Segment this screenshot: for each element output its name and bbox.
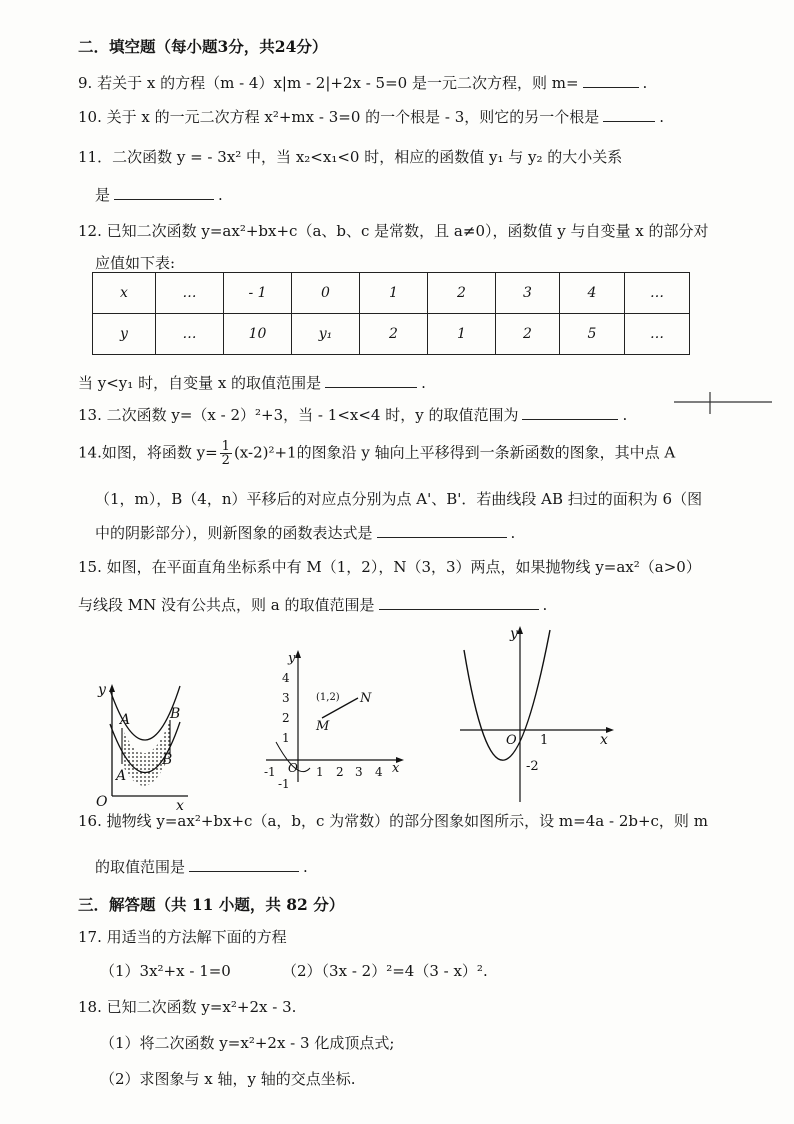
y-tick-2: 2: [282, 711, 290, 725]
table-row-x: [93, 273, 690, 314]
question-10: [78, 106, 718, 128]
figure-parabola-graph: [452, 620, 622, 814]
x-tick-4: 4: [375, 765, 383, 779]
question-14-line3: 中的阴影部分），则新图象的函数表达式是: [95, 524, 373, 542]
answer-blank-9[interactable]: [583, 73, 639, 88]
table-cell: …: [625, 273, 690, 314]
y-axis-arrow: [295, 650, 301, 658]
question-14-pre: 14.如图，将函数 y=: [78, 443, 218, 462]
question-12-line-2: 应值如下表:: [95, 254, 176, 272]
point-a-prime: A: [120, 712, 131, 728]
y-tick-4: 4: [282, 671, 290, 685]
x-label: x: [600, 732, 608, 748]
origin-label: O: [96, 794, 108, 810]
answer-blank-10[interactable]: [603, 107, 655, 122]
table-cell: 4: [560, 273, 625, 314]
question-16-text: 16. 抛物线 y=ax²+bx+c（a，b，c 为常数）的部分图象如图所示，设 m=4a - 2b+c，则 m: [78, 812, 708, 830]
table-cell: - 1: [224, 273, 292, 314]
figure-1-svg: [88, 672, 198, 812]
fraction-denominator: 2: [221, 453, 230, 468]
fraction-half: [220, 440, 232, 467]
y-tick-3: 3: [282, 691, 290, 705]
table-cell: 2: [360, 314, 428, 355]
question-9: [78, 72, 718, 94]
question-11-end: .: [218, 186, 223, 204]
y-label: y: [98, 682, 106, 698]
point-n-label: N: [360, 691, 372, 706]
table-row-y: [93, 314, 690, 355]
origin-label: O: [506, 733, 517, 748]
question-10-text: 10. 关于 x 的一元二次方程 x²+mx - 3=0 的一个根是 - 3，则它的另一个根是: [78, 108, 600, 126]
question-15: [78, 556, 718, 578]
y-label: y: [510, 626, 518, 642]
question-15-line2: 与线段 MN 没有公共点，则 a 的取值范围是: [78, 596, 375, 614]
table-cell: …: [625, 314, 690, 355]
table-cell: …: [156, 314, 224, 355]
question-18-part-1: （1）将二次函数 y=x²+2x - 3 化成顶点式;: [100, 1034, 395, 1052]
question-12-after-text: 当 y<y₁ 时，自变量 x 的取值范围是: [78, 374, 322, 392]
origin-label: O: [288, 761, 298, 775]
answer-blank-11[interactable]: [114, 185, 214, 200]
question-14-post: (x-2)²+1的图象沿 y 轴向上平移得到一条新函数的图象，其中点 A: [233, 443, 676, 462]
figure-translated-parabolas: [88, 672, 198, 816]
question-17-part-1: （1）3x²+x - 1=0: [100, 962, 231, 980]
table-cell: 10: [224, 314, 292, 355]
table-cell: 3: [496, 273, 560, 314]
question-17: 17. 用适当的方法解下面的方程: [78, 928, 287, 946]
question-16: [78, 810, 718, 832]
table-cell: 2: [496, 314, 560, 355]
question-12-after: [78, 372, 718, 394]
question-16-line2: 的取值范围是: [95, 858, 186, 876]
x-label: x: [176, 798, 184, 812]
question-14-end: .: [510, 524, 516, 542]
question-11: [78, 146, 718, 168]
table-cell: 1: [360, 273, 428, 314]
point-b-prime: B: [170, 706, 181, 722]
fraction-numerator: 1: [221, 439, 230, 454]
figure-2-svg: [258, 642, 408, 792]
table-cell: 0: [292, 273, 360, 314]
answer-blank-16[interactable]: [189, 857, 299, 872]
x-tick-neg-1: -1: [264, 765, 276, 779]
y-label: y: [288, 651, 296, 666]
question-18: 18. 已知二次函数 y=x²+2x - 3.: [78, 998, 297, 1016]
question-15-line-2: [78, 594, 718, 616]
section-title-answers: 三．解答题（共 11 小题，共 82 分）: [78, 895, 345, 914]
question-14: [78, 440, 718, 467]
question-18-part-2: （2）求图象与 x 轴，y 轴的交点坐标.: [100, 1070, 356, 1088]
y-tick-1: 1: [282, 731, 290, 745]
question-16-end: .: [303, 858, 308, 876]
question-14-line-2: （1，m），B（4，n）平移后的对应点分别为点 A'、B'．若曲线段 AB 扫过的面积为 6（图: [95, 490, 703, 508]
question-15-text: 15. 如图，在平面直角坐标系中有 M（1，2），N（3，3）两点，如果抛物线 y=ax²（a>0）: [78, 558, 701, 576]
answer-blank-14[interactable]: [377, 523, 507, 538]
x-tick-1: 1: [316, 765, 324, 779]
table-cell: y: [93, 314, 156, 355]
x-tick-2: 2: [336, 765, 344, 779]
question-13-end: .: [622, 406, 628, 424]
table-cell: 2: [428, 273, 496, 314]
point-b: B: [162, 752, 173, 768]
figure-3-svg: [452, 620, 622, 810]
x-label: x: [392, 761, 400, 776]
question-12-end: .: [421, 374, 426, 392]
question-12-text: 12. 已知二次函数 y=ax²+bx+c（a、b、c 是常数，且 a≠0），函数值 y 与自变量 x 的部分对: [78, 222, 709, 240]
answer-blank-12[interactable]: [325, 373, 417, 388]
answer-blank-13[interactable]: [522, 405, 618, 420]
question-15-end: .: [542, 596, 548, 614]
question-11-line2: 是: [95, 186, 111, 204]
section-title-fill-in: 二．填空题（每小题3分，共24分）: [78, 37, 328, 56]
question-14-line-3: [95, 522, 735, 544]
table-cell: 5: [560, 314, 625, 355]
point-m-label: M: [316, 719, 330, 734]
question-11-line-2: [95, 184, 735, 206]
y-tick-neg-1: -1: [278, 777, 290, 791]
question-17-part-2: （2）（3x - 2）²=4（3 - x）².: [282, 962, 488, 980]
table-cell: y₁: [292, 314, 360, 355]
question-16-line-2: [95, 856, 735, 878]
x-tick-3: 3: [355, 765, 363, 779]
point-a: A: [116, 768, 127, 784]
table-cell: …: [156, 273, 224, 314]
question-11-text: 11．二次函数 y = - 3x² 中，当 x₂<x₁<0 时，相应的函数值 y₁ 与 y₂ 的大小关系: [78, 148, 623, 166]
value-table: [92, 272, 690, 355]
question-12: [78, 220, 718, 242]
question-9-end: .: [642, 74, 648, 92]
question-9-text: 9. 若关于 x 的方程（m - 4）x|m - 2|+2x - 5=0 是一元二次方程，则 m=: [78, 74, 579, 92]
coordinate-note: (1,2): [316, 692, 340, 703]
question-10-end: .: [659, 108, 665, 126]
intercept-label-neg2: -2: [526, 759, 539, 774]
answer-blank-15[interactable]: [379, 595, 539, 610]
question-13-text: 13. 二次函数 y=（x - 2）²+3，当 - 1<x<4 时，y 的取值范围为: [78, 406, 519, 424]
table-cell: 1: [428, 314, 496, 355]
question-13: [78, 404, 718, 426]
root-label-1: 1: [540, 733, 549, 748]
table-cell: x: [93, 273, 156, 314]
figure-segment-mn: [258, 642, 408, 796]
